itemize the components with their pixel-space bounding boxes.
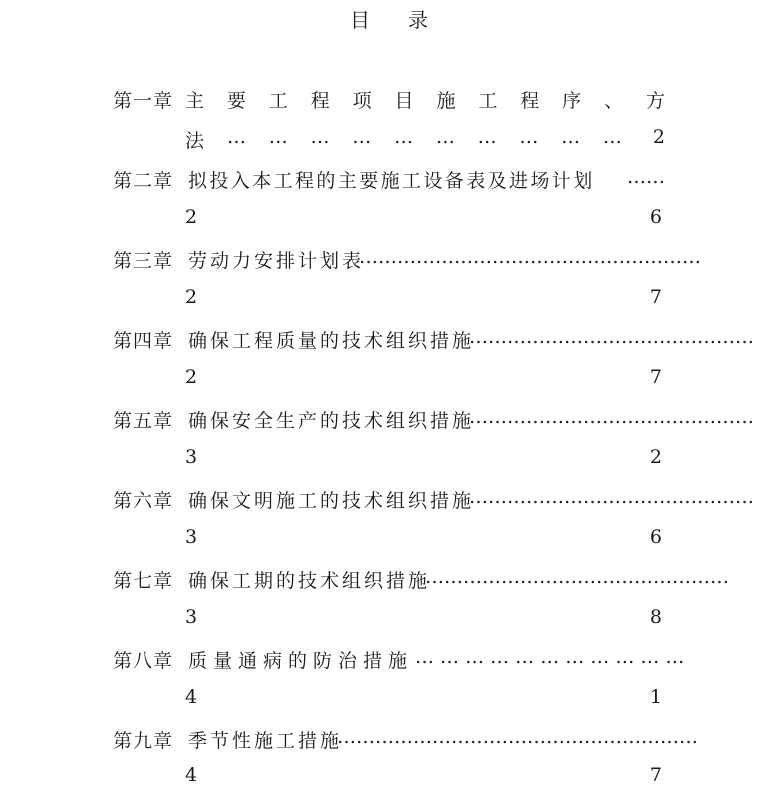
toc-entry-3[interactable]	[113, 246, 701, 278]
chapter-title: 确保文明施工的技术组织措施	[188, 490, 475, 512]
page-number-part: 6	[649, 206, 662, 228]
chapter-label: 第五章	[113, 410, 174, 432]
page-ref-7	[185, 606, 665, 636]
chapter-title: 确保工程质量的技术组织措施	[188, 330, 475, 352]
title-char: 工	[268, 90, 288, 112]
toc-entry-7[interactable]	[113, 566, 729, 598]
page-number-part: 2	[185, 286, 198, 308]
toc-entry-5[interactable]	[113, 406, 754, 438]
chapter-label: 第六章	[113, 490, 174, 512]
leader-dots: ………………………………………	[469, 406, 754, 428]
leader-dots: ………………………………………	[469, 486, 754, 508]
title-char: 目	[394, 90, 414, 112]
chapter-1-continuation	[185, 126, 665, 156]
leader-dots: ………………………………………	[469, 326, 754, 348]
title-char: 序	[562, 90, 582, 112]
title-char: 工	[478, 90, 498, 112]
page-number-part: 4	[185, 764, 198, 786]
page-ref-8	[185, 686, 665, 716]
title-char: 主	[185, 90, 205, 112]
page-number-part: 8	[649, 606, 662, 628]
page-ref-5	[185, 446, 665, 476]
title-char: 程	[520, 90, 540, 112]
chapter-label: 第四章	[113, 330, 174, 352]
title-char-2: 录	[408, 8, 428, 32]
chapter-title: 质量通病的防治措施	[188, 650, 414, 672]
leader-dots: ………………………………………………	[359, 246, 701, 268]
leader-dots: … … … … … … … … … … …	[415, 646, 685, 668]
page-number-part: 1	[649, 686, 662, 708]
chapter-label: 第二章	[113, 170, 174, 192]
title-char: 项	[352, 90, 372, 112]
page-ref-9	[185, 764, 665, 794]
page-number-part: 4	[185, 686, 198, 708]
chapter-title: 确保安全生产的技术组织措施	[188, 410, 475, 432]
page-number-part: 3	[185, 606, 198, 628]
title-char: 施	[436, 90, 456, 112]
toc-entry-9[interactable]	[113, 726, 698, 758]
page-number-part: 7	[649, 764, 662, 786]
page-ref-4	[185, 366, 665, 396]
title-char: 方	[645, 90, 665, 112]
leader-dots: …………………………………………	[425, 566, 729, 588]
title-char: 、	[604, 90, 624, 112]
title-char-1: 目	[350, 8, 370, 32]
page-number-part: 3	[185, 526, 198, 548]
toc-entry-8[interactable]	[113, 646, 685, 678]
title-char: 程	[310, 90, 330, 112]
chapter-title: 确保工期的技术组织措施	[188, 570, 431, 592]
page-ref-6	[185, 526, 665, 556]
page-title	[0, 4, 778, 33]
page-ref-3	[185, 286, 665, 316]
chapter-title: 拟投入本工程的主要施工设备表及进场计划	[188, 170, 595, 192]
page-number-part: 2	[185, 366, 198, 388]
page-number-part: 2	[185, 206, 198, 228]
page-number-part: 7	[649, 366, 662, 388]
page-number-part: 2	[649, 446, 662, 468]
leader-dots: … … … … … … … … … …	[227, 126, 622, 148]
page-number-part: 6	[649, 526, 662, 548]
page-number-part: 3	[185, 446, 198, 468]
chapter-label: 第七章	[113, 570, 174, 592]
title-continuation: 法	[185, 130, 205, 152]
page-number: 2	[652, 126, 665, 148]
title-char: 要	[226, 90, 246, 112]
chapter-title: 季节性施工措施	[188, 730, 343, 752]
chapter-label: 第一章	[113, 90, 174, 112]
chapter-1-title-spaced	[185, 86, 665, 113]
page-ref-2	[185, 206, 665, 236]
toc-entry-6[interactable]	[113, 486, 754, 518]
chapter-label: 第三章	[113, 250, 174, 272]
toc-entry-4[interactable]	[113, 326, 754, 358]
toc-entry-2[interactable]	[113, 166, 665, 198]
leader-dots: ……	[627, 166, 665, 188]
chapter-title: 劳动力安排计划表	[188, 250, 365, 272]
leader-dots: …………………………………………………	[337, 726, 698, 748]
chapter-label: 第八章	[113, 650, 174, 672]
page-number-part: 7	[649, 286, 662, 308]
chapter-label: 第九章	[113, 730, 174, 752]
